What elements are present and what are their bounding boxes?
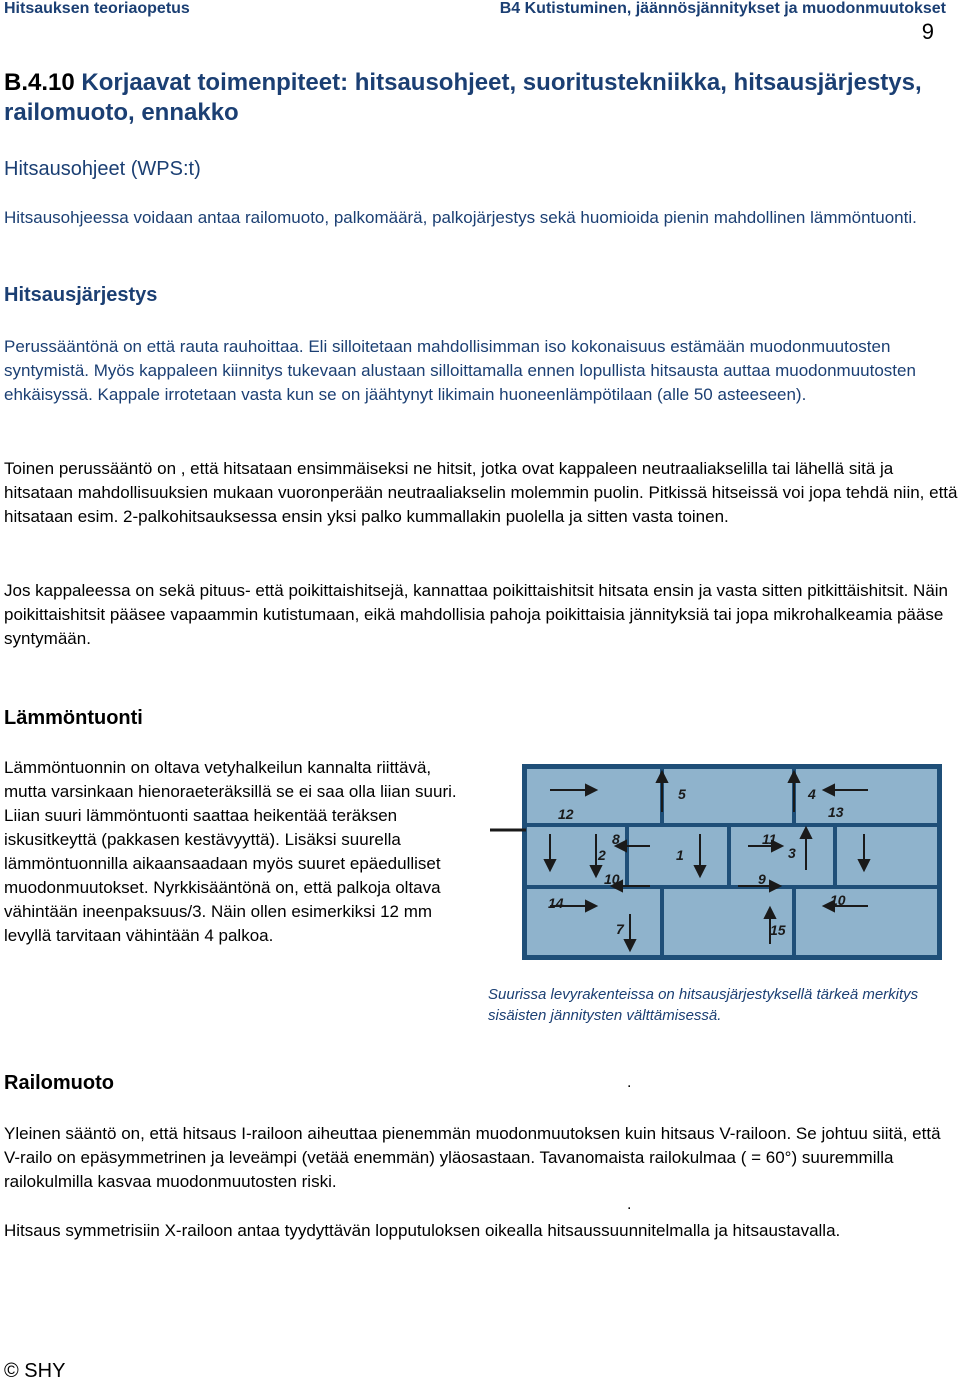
section-number: B.4.10	[4, 69, 75, 96]
heat-paragraph: Lämmöntuonnin on oltava vetyhalkeilun kannalta riittävä, mutta varsinkaan hienoraeteräksillä se ei saa olla liian suuri. Liian suuri lämmöntuonti saattaa heikentää teräksen iskusitkeyttä (pakkasen kestävyyttä). Lisäksi suurella lämmöntuonnilla aikaansaadaan myös suuret epäedulliset muodonmuutokset. Nyrkkisääntönä on, että palkoja oltava vähintään ineenpaksuus/3. Näin ollen esimerkiksi 12 mm levyllä tarvitaan vähintään 4 palkoa.	[4, 758, 457, 945]
weld-number-4: 4	[808, 786, 816, 802]
sequence-paragraph-3: Jos kappaleessa on sekä pituus- että poikittaishitsejä, kannattaa poikittaishitsit hitsata ensin ja vasta sitten pitkittäishitsit. Näin poikittaishitsit pääsee vapaammin kutistumaan, eikä mahdollisia pahoja poikittaisia jännityksiä tai jopa mikrohalkeamia pääse syntymään.	[4, 581, 949, 648]
stray-dot-2: .	[627, 1196, 632, 1213]
sequence-paragraph-2: Toinen perussääntö on , että hitsataan ensimmäiseksi ne hitsit, jotka ovat kappaleen neutraaliakselilla tai lähellä sitä ja hitsataan mahdollisuuksien mukaan vuoronperään neutraaliakselin molemmin puolin. Pitkissä hitseissä voi jopa tehdä niin, että hitsataan esim. 2-palkohitsauksessa ensin yksi palko kummallakin puolella ja sitten vasta toinen.	[4, 459, 958, 526]
weld-sequence-diagram	[490, 764, 960, 960]
weld-number-7: 7	[616, 921, 624, 937]
weld-number-8: 8	[612, 831, 620, 847]
groove-paragraph-2: Hitsaus symmetrisiin X-railoon antaa tyydyttävän lopputuloksen oikealla hitsaussuunnitelmalla ja hitsaustavalla.	[4, 1221, 841, 1240]
groove-paragraph-1: Yleinen sääntö on, että hitsaus I-railoon aiheuttaa pienemmän muodonmuutoksen kuin hitsaus V-railoon. Se johtuu siitä, että V-railo on epäsymmetrinen ja leveämpi (vetää enemmän) yläosastaan. Tavanomaista railokulmaa ( = 60°) suuremmilla railokulmilla kasvaa muodonmuutosten riski.	[4, 1124, 941, 1191]
weld-number-13: 13	[828, 804, 844, 820]
weld-number-9: 9	[758, 871, 766, 887]
stray-dot: .	[627, 1074, 632, 1091]
plate-panel	[795, 888, 938, 956]
weld-number-10: 10	[604, 871, 620, 887]
plate-panel	[526, 768, 661, 824]
weld-number-5: 5	[678, 786, 686, 802]
wps-heading: Hitsausohjeet (WPS:t)	[4, 158, 201, 180]
plate-panel	[795, 768, 938, 824]
plate-panel	[836, 826, 938, 886]
heat-heading: Lämmöntuonti	[4, 707, 143, 729]
plate-panel	[526, 888, 661, 956]
footer-copyright: © SHY	[4, 1360, 66, 1381]
weld-number-2: 2	[598, 847, 606, 863]
weld-number-10b: 10	[830, 892, 846, 908]
sequence-heading: Hitsausjärjestys	[4, 284, 158, 306]
weld-number-3: 3	[788, 845, 796, 861]
weld-number-1: 1	[676, 847, 684, 863]
weld-number-15: 15	[770, 922, 786, 938]
groove-heading: Railomuoto	[4, 1072, 114, 1094]
weld-sequence-figure	[490, 764, 960, 960]
weld-number-12: 12	[558, 806, 574, 822]
sequence-paragraph-1: Perussääntönä on että rauta rauhoittaa. Eli silloitetaan mahdollisimman iso kokonaisuus estämään muodonmuutosten syntymistä. Myös kappaleen kiinnitys tukevaan alustaan silloittamalla ennen lopullista hitsausta auttaa muodonmuutosten ehkäisyssä. Kappale irrotetaan vasta kun se on jäähtynyt likimain huoneenlämpötilaan (alle 50 asteeseen).	[4, 337, 916, 404]
wps-paragraph: Hitsausohjeessa voidaan antaa railomuoto, palkomäärä, palkojärjestys sekä huomioida pienin mahdollinen lämmöntuonti.	[4, 208, 917, 227]
weld-number-14: 14	[548, 895, 564, 911]
header-chapter-title: B4 Kutistuminen, jäännösjännitykset ja muodonmuutokset	[499, 0, 946, 17]
weld-number-11: 11	[762, 831, 777, 847]
header-course-title: Hitsauksen teoriaopetus	[4, 0, 190, 17]
plate-panel	[730, 826, 834, 886]
page-number: 9	[921, 19, 934, 44]
section-title	[4, 68, 944, 128]
figure-caption: Suurissa levyrakenteissa on hitsausjärjestyksellä tärkeä merkitys sisäisten jännitysten välttämisessä.	[488, 986, 919, 1024]
section-title-text: Korjaavat toimenpiteet: hitsausohjeet, suoritustekniikka, hitsausjärjestys, railomuoto, ennakko	[4, 69, 922, 126]
